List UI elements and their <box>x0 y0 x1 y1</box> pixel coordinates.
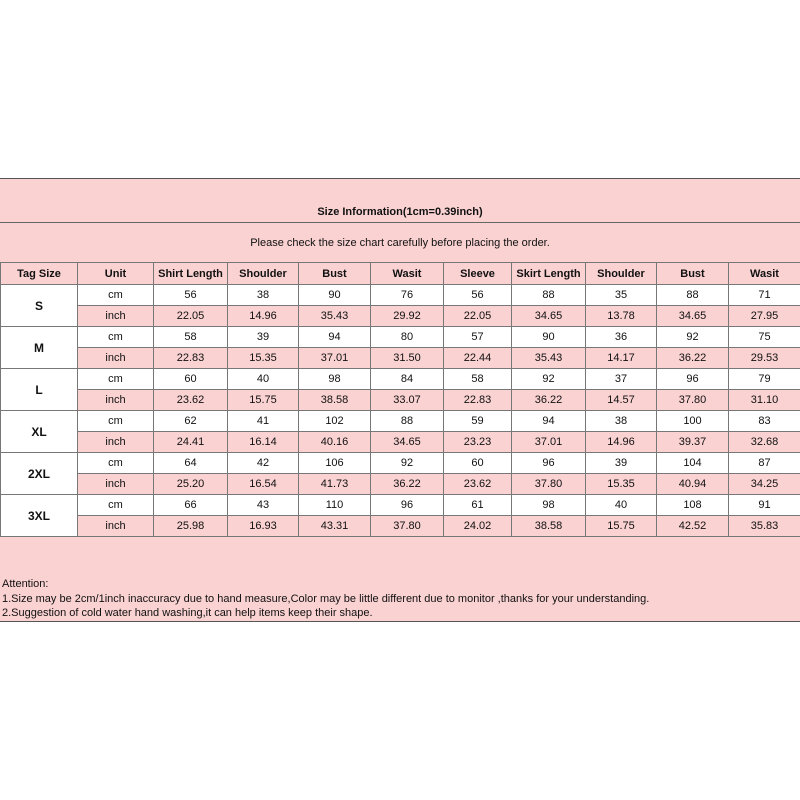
measurement-cell: 61 <box>444 495 512 516</box>
measurement-cell: 22.83 <box>444 390 512 411</box>
attention-notes <box>2 577 649 621</box>
measurement-cell: 88 <box>657 285 729 306</box>
measurement-cell: 15.35 <box>228 348 299 369</box>
measurement-cell: 33.07 <box>371 390 444 411</box>
table-row <box>1 516 800 537</box>
measurement-cell: 35.83 <box>729 516 800 537</box>
measurement-cell: 104 <box>657 453 729 474</box>
column-header: Sleeve <box>444 263 512 285</box>
measurement-cell: 64 <box>154 453 228 474</box>
measurement-cell: 36.22 <box>657 348 729 369</box>
measurement-cell: 37.01 <box>299 348 371 369</box>
measurement-cell: 90 <box>299 285 371 306</box>
measurement-cell: 62 <box>154 411 228 432</box>
column-header: Bust <box>299 263 371 285</box>
unit-cell: inch <box>78 516 154 537</box>
measurement-cell: 37.80 <box>371 516 444 537</box>
measurement-cell: 35.43 <box>299 306 371 327</box>
measurement-cell: 43 <box>228 495 299 516</box>
measurement-cell: 76 <box>371 285 444 306</box>
measurement-cell: 71 <box>729 285 800 306</box>
measurement-cell: 102 <box>299 411 371 432</box>
measurement-cell: 14.17 <box>586 348 657 369</box>
measurement-cell: 39 <box>228 327 299 348</box>
table-row <box>1 411 800 432</box>
measurement-cell: 96 <box>512 453 586 474</box>
measurement-cell: 87 <box>729 453 800 474</box>
measurement-cell: 94 <box>299 327 371 348</box>
measurement-cell: 92 <box>657 327 729 348</box>
measurement-cell: 23.62 <box>444 474 512 495</box>
unit-cell: inch <box>78 348 154 369</box>
measurement-cell: 34.25 <box>729 474 800 495</box>
column-header: Unit <box>78 263 154 285</box>
measurement-cell: 110 <box>299 495 371 516</box>
measurement-cell: 34.65 <box>657 306 729 327</box>
note-line: 1.Size may be 2cm/1inch inaccuracy due to hand measure,Color may be little different due to monitor ,thanks for your understanding. <box>2 592 650 605</box>
table-row <box>1 432 800 453</box>
measurement-cell: 83 <box>729 411 800 432</box>
measurement-cell: 34.65 <box>371 432 444 453</box>
table-row <box>1 495 800 516</box>
table-row <box>1 453 800 474</box>
measurement-cell: 42.52 <box>657 516 729 537</box>
measurement-cell: 25.98 <box>154 516 228 537</box>
measurement-cell: 25.20 <box>154 474 228 495</box>
measurement-cell: 24.41 <box>154 432 228 453</box>
measurement-cell: 29.53 <box>729 348 800 369</box>
measurement-cell: 38.58 <box>512 516 586 537</box>
measurement-cell: 23.62 <box>154 390 228 411</box>
measurement-cell: 34.65 <box>512 306 586 327</box>
measurement-cell: 23.23 <box>444 432 512 453</box>
measurement-cell: 60 <box>444 453 512 474</box>
measurement-cell: 39 <box>586 453 657 474</box>
size-chart-title: Size Information(1cm=0.39inch) <box>0 179 800 223</box>
measurement-cell: 56 <box>444 285 512 306</box>
measurement-cell: 38 <box>586 411 657 432</box>
measurement-cell: 16.93 <box>228 516 299 537</box>
tag-size-cell: M <box>1 327 78 369</box>
measurement-cell: 27.95 <box>729 306 800 327</box>
measurement-cell: 38.58 <box>299 390 371 411</box>
measurement-cell: 90 <box>512 327 586 348</box>
measurement-cell: 35.43 <box>512 348 586 369</box>
measurement-cell: 75 <box>729 327 800 348</box>
measurement-cell: 84 <box>371 369 444 390</box>
measurement-cell: 39.37 <box>657 432 729 453</box>
measurement-cell: 16.54 <box>228 474 299 495</box>
tag-size-cell: XL <box>1 411 78 453</box>
unit-cell: cm <box>78 453 154 474</box>
column-header: Wasit <box>729 263 800 285</box>
measurement-cell: 79 <box>729 369 800 390</box>
tag-size-cell: L <box>1 369 78 411</box>
unit-cell: inch <box>78 390 154 411</box>
measurement-cell: 98 <box>299 369 371 390</box>
measurement-cell: 96 <box>657 369 729 390</box>
size-table <box>0 262 800 537</box>
table-row <box>1 327 800 348</box>
measurement-cell: 100 <box>657 411 729 432</box>
measurement-cell: 32.68 <box>729 432 800 453</box>
table-row <box>1 390 800 411</box>
measurement-cell: 37.01 <box>512 432 586 453</box>
measurement-cell: 40.94 <box>657 474 729 495</box>
column-header: Shoulder <box>586 263 657 285</box>
measurement-cell: 108 <box>657 495 729 516</box>
unit-cell: inch <box>78 432 154 453</box>
column-header: Shoulder <box>228 263 299 285</box>
measurement-cell: 42 <box>228 453 299 474</box>
measurement-cell: 15.35 <box>586 474 657 495</box>
measurement-cell: 59 <box>444 411 512 432</box>
column-header: Shirt Length <box>154 263 228 285</box>
measurement-cell: 88 <box>512 285 586 306</box>
measurement-cell: 43.31 <box>299 516 371 537</box>
measurement-cell: 41 <box>228 411 299 432</box>
measurement-cell: 98 <box>512 495 586 516</box>
measurement-cell: 31.10 <box>729 390 800 411</box>
size-chart <box>0 178 800 622</box>
unit-cell: cm <box>78 327 154 348</box>
measurement-cell: 96 <box>371 495 444 516</box>
note-line: Attention: <box>2 578 49 590</box>
tag-size-cell: 3XL <box>1 495 78 537</box>
measurement-cell: 37 <box>586 369 657 390</box>
table-row <box>1 306 800 327</box>
column-header: Bust <box>657 263 729 285</box>
measurement-cell: 14.96 <box>228 306 299 327</box>
measurement-cell: 92 <box>371 453 444 474</box>
measurement-cell: 80 <box>371 327 444 348</box>
table-row <box>1 369 800 390</box>
measurement-cell: 58 <box>154 327 228 348</box>
measurement-cell: 56 <box>154 285 228 306</box>
measurement-cell: 88 <box>371 411 444 432</box>
unit-cell: inch <box>78 306 154 327</box>
column-header: Wasit <box>371 263 444 285</box>
measurement-cell: 40 <box>228 369 299 390</box>
measurement-cell: 106 <box>299 453 371 474</box>
measurement-cell: 94 <box>512 411 586 432</box>
measurement-cell: 24.02 <box>444 516 512 537</box>
measurement-cell: 91 <box>729 495 800 516</box>
measurement-cell: 36.22 <box>512 390 586 411</box>
measurement-cell: 13.78 <box>586 306 657 327</box>
measurement-cell: 60 <box>154 369 228 390</box>
measurement-cell: 41.73 <box>299 474 371 495</box>
measurement-cell: 40.16 <box>299 432 371 453</box>
table-header-row <box>1 263 800 285</box>
measurement-cell: 36.22 <box>371 474 444 495</box>
unit-cell: cm <box>78 411 154 432</box>
measurement-cell: 14.57 <box>586 390 657 411</box>
measurement-cell: 40 <box>586 495 657 516</box>
tag-size-cell: S <box>1 285 78 327</box>
unit-cell: inch <box>78 474 154 495</box>
measurement-cell: 58 <box>444 369 512 390</box>
unit-cell: cm <box>78 285 154 306</box>
measurement-cell: 29.92 <box>371 306 444 327</box>
size-chart-subtitle: Please check the size chart carefully before placing the order. <box>250 236 550 249</box>
measurement-cell: 38 <box>228 285 299 306</box>
note-line: 2.Suggestion of cold water hand washing,it can help items keep their shape. <box>2 607 373 619</box>
measurement-cell: 22.44 <box>444 348 512 369</box>
measurement-cell: 15.75 <box>586 516 657 537</box>
measurement-cell: 16.14 <box>228 432 299 453</box>
measurement-cell: 57 <box>444 327 512 348</box>
table-row <box>1 348 800 369</box>
measurement-cell: 92 <box>512 369 586 390</box>
table-row <box>1 474 800 495</box>
measurement-cell: 66 <box>154 495 228 516</box>
measurement-cell: 36 <box>586 327 657 348</box>
measurement-cell: 22.05 <box>444 306 512 327</box>
measurement-cell: 22.83 <box>154 348 228 369</box>
table-row <box>1 285 800 306</box>
measurement-cell: 35 <box>586 285 657 306</box>
column-header: Skirt Length <box>512 263 586 285</box>
measurement-cell: 37.80 <box>657 390 729 411</box>
measurement-cell: 31.50 <box>371 348 444 369</box>
measurement-cell: 37.80 <box>512 474 586 495</box>
measurement-cell: 15.75 <box>228 390 299 411</box>
column-header: Tag Size <box>1 263 78 285</box>
tag-size-cell: 2XL <box>1 453 78 495</box>
unit-cell: cm <box>78 369 154 390</box>
unit-cell: cm <box>78 495 154 516</box>
measurement-cell: 22.05 <box>154 306 228 327</box>
measurement-cell: 14.96 <box>586 432 657 453</box>
